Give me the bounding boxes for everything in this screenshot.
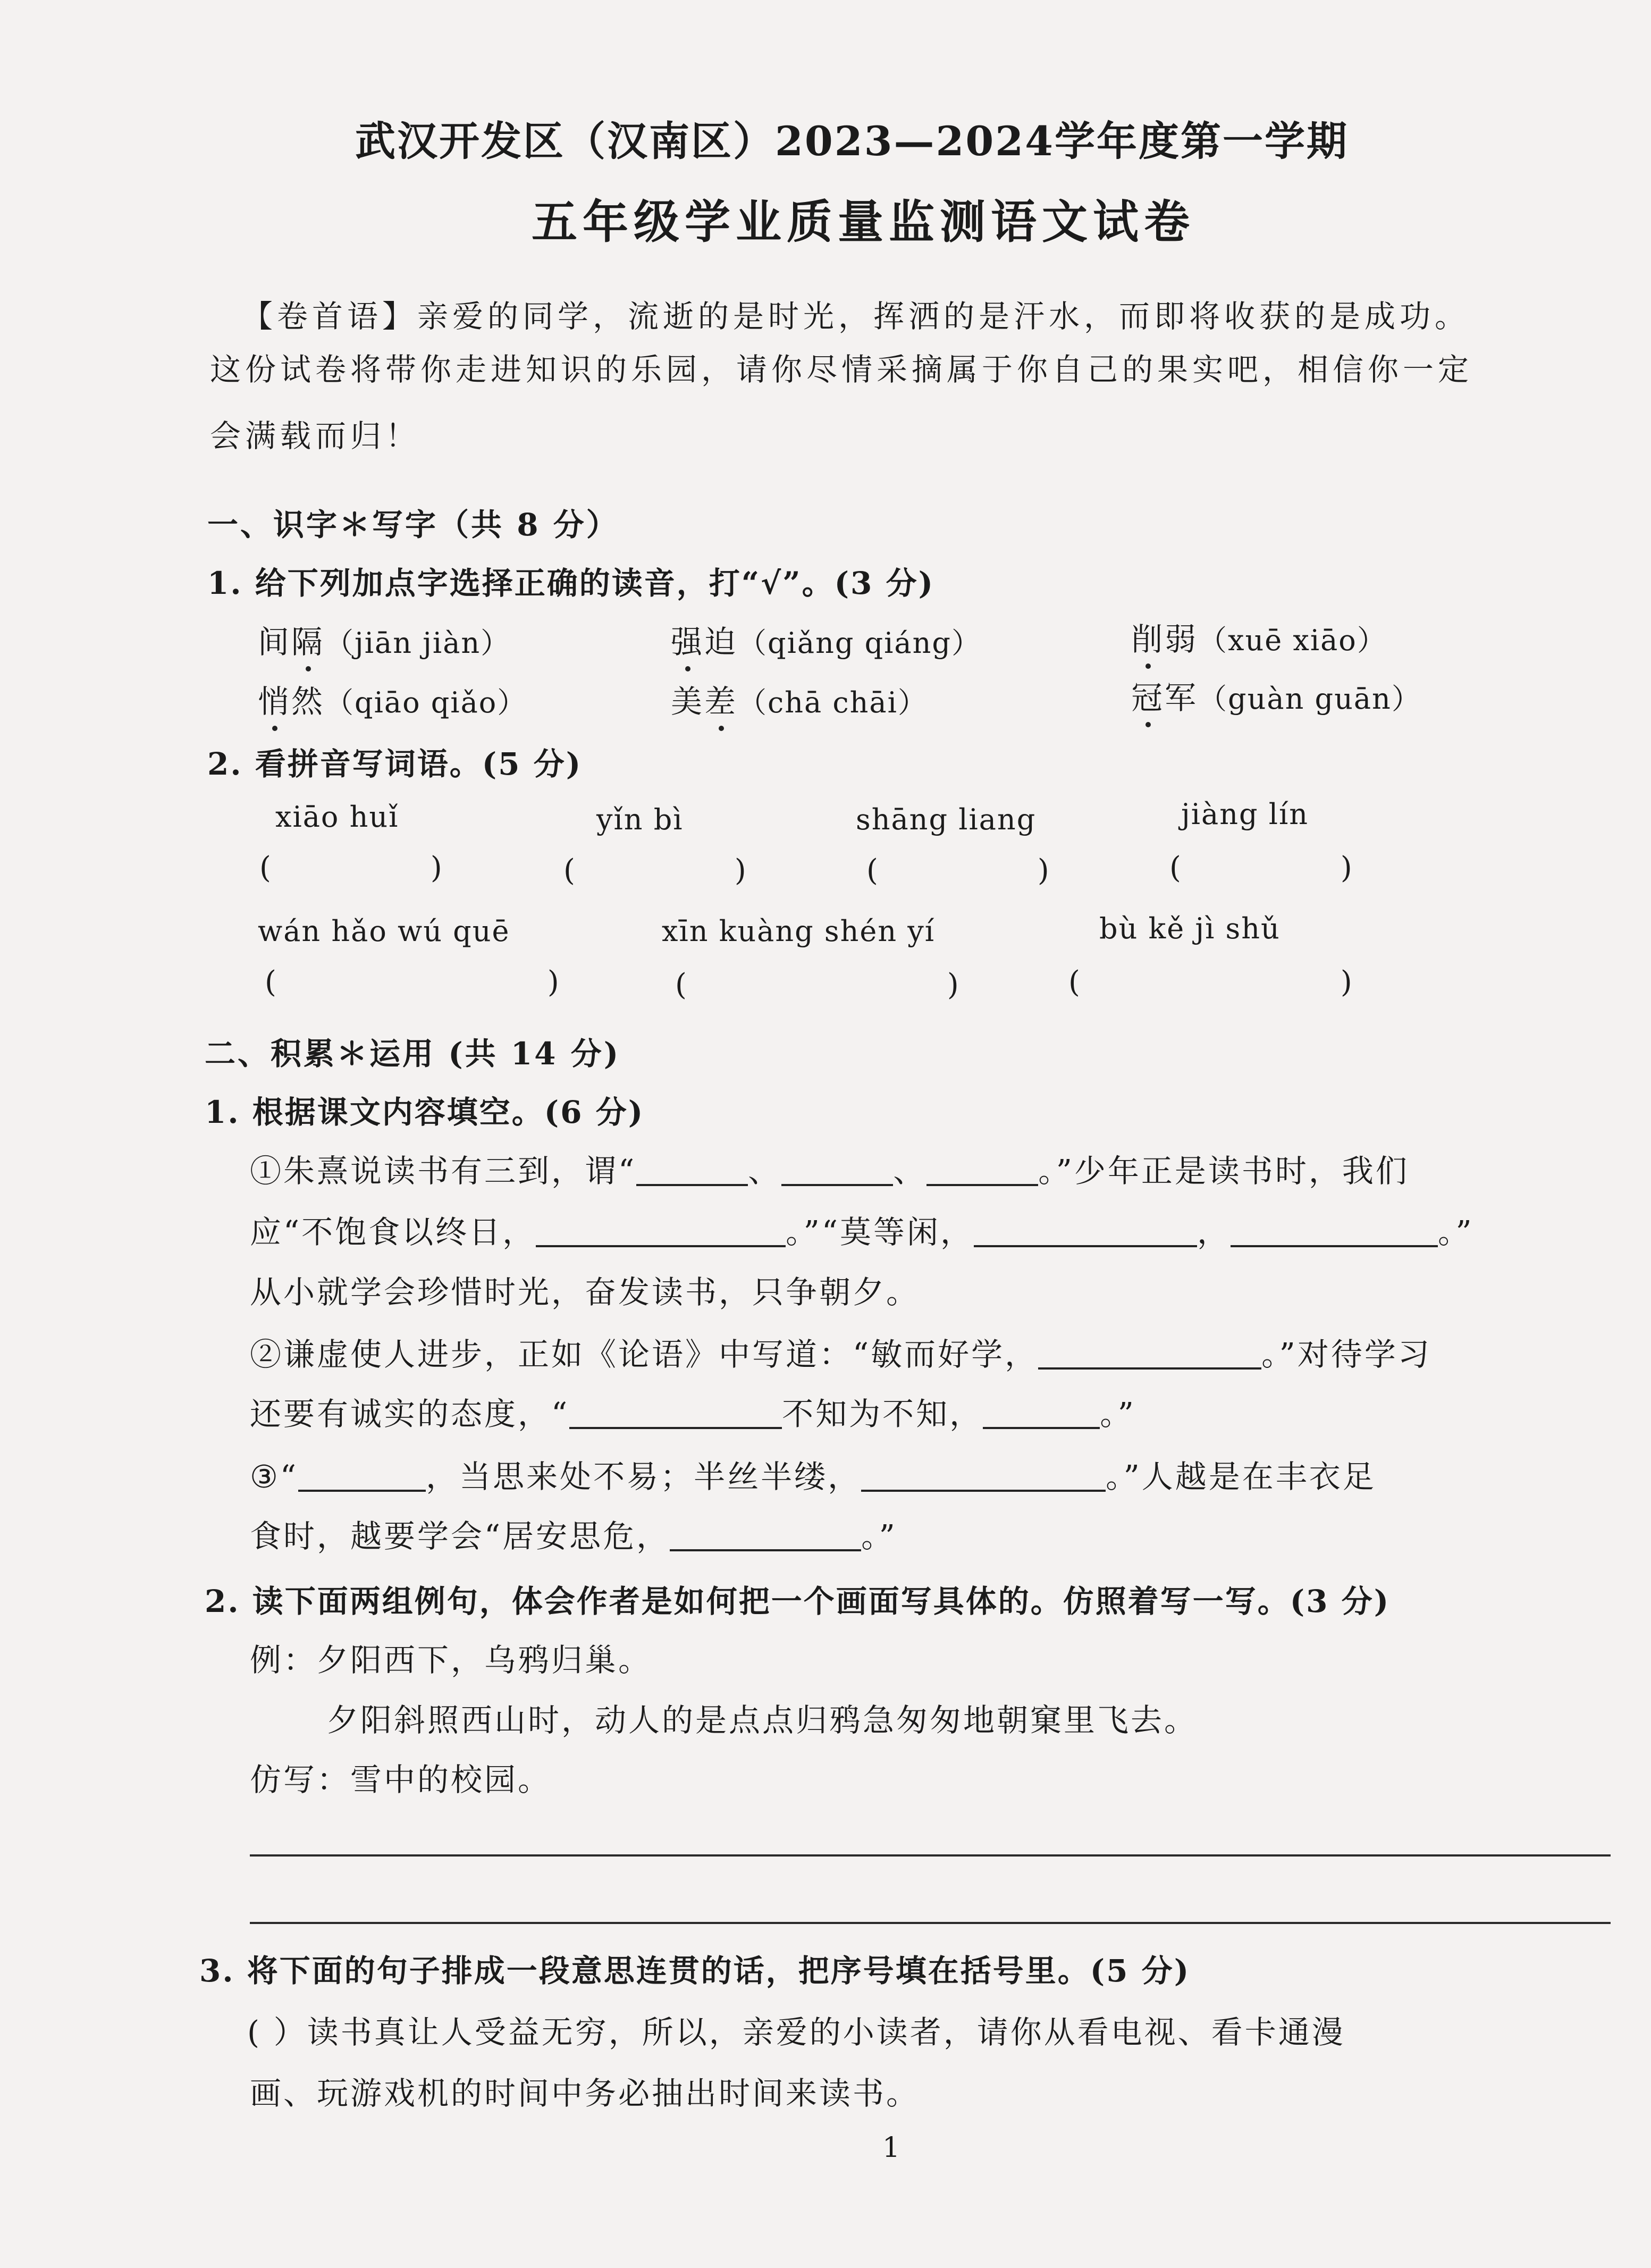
intro-line1: 【卷首语】亲爱的同学，流逝的是时光，挥洒的是汗水，而即将收获的是成功。: [242, 298, 1470, 334]
fill-blank[interactable]: [569, 1427, 782, 1429]
section2-heading: 二、积累＊运用 (共 14 分): [205, 1036, 621, 1072]
s2-q3-sentence1: ( ）读书真让人受益无穷，所以，亲爱的小读者，请你从看电视、看卡通漫: [247, 2014, 1345, 2051]
fill-blank[interactable]: [1231, 1245, 1438, 1247]
s2-q1-line3: 从小就学会珍惜时光，奋发读书，只争朝夕。: [250, 1274, 920, 1311]
s2-q1-line1: ①朱熹说读书有三到，谓“ 、 、 。”少年正是读书时，我们: [250, 1153, 1409, 1189]
fill-blank[interactable]: [670, 1549, 861, 1551]
pinyin-6: xīn kuàng shén yí: [662, 914, 936, 948]
s2-q2-task: 仿写：雪中的校园。: [250, 1761, 552, 1798]
intro-line3: 会满载而归！: [210, 418, 421, 454]
pinyin-5: wán hǎo wú quē: [258, 914, 510, 948]
s2-q1-line5: 还要有诚实的态度，“ 不知为不知， 。”: [250, 1396, 1136, 1432]
fill-blank[interactable]: [926, 1184, 1038, 1186]
answer-paren-1[interactable]: ( ): [259, 851, 442, 885]
answer-paren-2[interactable]: ( ): [563, 853, 746, 888]
fill-blank[interactable]: [1038, 1367, 1261, 1370]
s2-q1-title: 1. 根据课文内容填空。(6 分): [205, 1094, 645, 1130]
fill-blank[interactable]: [983, 1427, 1100, 1429]
pinyin-3: shāng liang: [856, 803, 1037, 836]
fill-blank[interactable]: [781, 1184, 893, 1186]
answer-paren-6[interactable]: ( ): [675, 968, 959, 1002]
exam-title-line2: 五年级学业质量监测语文试卷: [532, 195, 1195, 249]
page-number: 1: [882, 2132, 900, 2164]
s2-q1-line4: ②谦虚使人进步，正如《论语》中写道：“敏而好学， 。”对待学习: [250, 1336, 1431, 1373]
pinyin-4: jiàng lín: [1181, 797, 1309, 831]
s2-q1-line7: 食时，越要学会“居安思危， 。”: [250, 1518, 897, 1555]
fill-blank[interactable]: [298, 1490, 426, 1492]
answer-paren-3[interactable]: ( ): [866, 853, 1049, 888]
s1-q1-item2: 强迫（qiǎng qiáng）: [671, 617, 981, 662]
s2-q1-line2: 应“不饱食以终日， 。”“莫等闲， ， 。”: [250, 1214, 1474, 1250]
pinyin-1: xiāo huǐ: [275, 800, 399, 834]
s1-q1-item3: 削弱（xuē xiāo）: [1131, 614, 1387, 659]
fill-blank[interactable]: [536, 1245, 786, 1247]
answer-paren-4[interactable]: ( ): [1169, 851, 1352, 885]
pinyin-2: yǐn bì: [596, 803, 684, 836]
s1-q1-item6: 冠军（guàn guān）: [1131, 673, 1421, 718]
exam-title-line1: 武汉开发区（汉南区）2023—2024学年度第一学期: [355, 117, 1349, 165]
writing-line-2[interactable]: [250, 1922, 1611, 1924]
fill-blank[interactable]: [861, 1490, 1106, 1492]
s1-q1-item4: 悄然（qiāo qiǎo）: [258, 676, 527, 721]
fill-blank[interactable]: [636, 1184, 748, 1186]
s2-q2-example2: 夕阳斜照西山时，动人的是点点归鸦急匆匆地朝窠里飞去。: [327, 1702, 1198, 1738]
s2-q1-line6: ③“ ，当思来处不易；半丝半缕， 。”人越是在丰衣足: [250, 1458, 1376, 1495]
s2-q2-title: 2. 读下面两组例句，体会作者是如何把一个画面写具体的。仿照着写一写。(3 分): [205, 1583, 1391, 1619]
writing-line-1[interactable]: [250, 1854, 1611, 1857]
s1-q2-title: 2. 看拼音写词语。(5 分): [207, 746, 583, 782]
s2-q3-title: 3. 将下面的句子排成一段意思连贯的话，把序号填在括号里。(5 分): [199, 1953, 1191, 1989]
pinyin-7: bù kě jì shǔ: [1099, 912, 1281, 945]
s2-q3-sentence1-cont: 画、玩游戏机的时间中务必抽出时间来读书。: [250, 2075, 920, 2112]
section1-heading: 一、识字＊写字（共 8 分）: [207, 507, 619, 543]
fill-blank[interactable]: [974, 1245, 1197, 1247]
answer-paren-7[interactable]: ( ): [1068, 965, 1352, 999]
s2-q2-example1: 例：夕阳西下，乌鸦归巢。: [250, 1642, 652, 1678]
s1-q1-item1: 间隔（jiān jiàn）: [258, 617, 510, 662]
intro-line2: 这份试卷将带你走进知识的乐园，请你尽情采摘属于你自己的果实吧，相信你一定: [210, 351, 1473, 388]
s1-q1-title: 1. 给下列加点字选择正确的读音，打“√”。(3 分): [207, 565, 935, 601]
s1-q1-item5: 美差（chā chāi）: [671, 676, 928, 721]
answer-paren-5[interactable]: ( ): [265, 965, 559, 999]
